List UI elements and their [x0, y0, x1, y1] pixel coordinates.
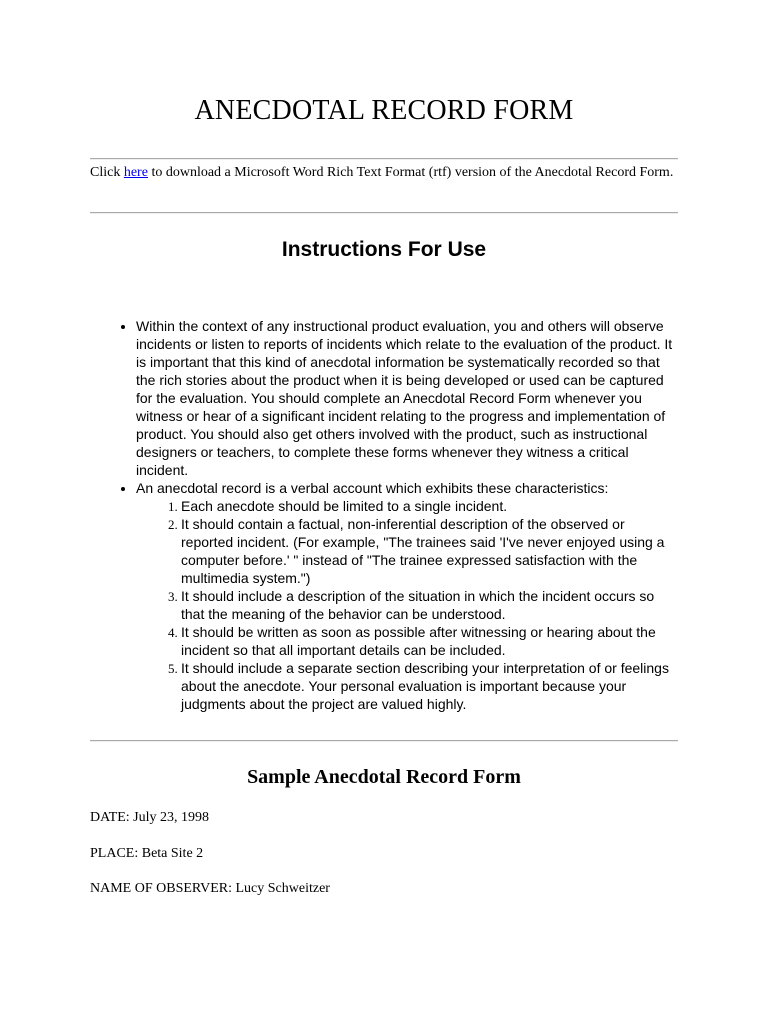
divider-middle: [90, 212, 678, 214]
download-note-suffix: to download a Microsoft Word Rich Text Format (rtf) version of the Anecdotal Record Form.: [147, 165, 674, 180]
bullet-text: An anecdotal record is a verbal account which exhibits these characteristics:: [136, 480, 609, 496]
sample-heading: Sample Anecdotal Record Form: [247, 766, 521, 788]
list-item: [136, 479, 678, 713]
observer-field: NAME OF OBSERVER: Lucy Schweitzer: [90, 881, 330, 896]
divider-top: [90, 158, 678, 160]
divider-bottom: [90, 740, 678, 742]
download-note-prefix: Click: [90, 165, 124, 180]
list-item: [136, 317, 678, 479]
list-item: 3. It should include a description of the situation in which the incident occurs so that the meaning of the behavior can be understood.: [181, 587, 678, 623]
download-link[interactable]: here: [123, 165, 148, 180]
list-item: 2. It should contain a factual, non-inferential description of the observed or reported incident. (For example, "The trainees said 'I've never enjoyed using a computer before.' " instead of "The trainee expressed satisfaction with the multimedia system."): [181, 515, 678, 587]
list-item: 1. Each anecdote should be limited to a single incident.: [181, 497, 678, 515]
download-note: [90, 163, 678, 182]
place-field: PLACE: Beta Site 2: [90, 846, 204, 861]
page-title: ANECDOTAL RECORD FORM: [194, 95, 574, 126]
instructions-heading: Instructions For Use: [281, 238, 487, 261]
instructions-list: [90, 317, 678, 713]
list-item: 4. It should be written as soon as possible after witnessing or hearing about the incident so that all important details can be included.: [181, 623, 678, 659]
characteristics-list: [136, 497, 678, 713]
list-item: 5. It should include a separate section describing your interpretation of or feelings about the anecdote. Your personal evaluation is important because your judgments about the project are valued highly.: [181, 659, 678, 713]
date-field: DATE: July 23, 1998: [90, 810, 209, 825]
bullet-text: Within the context of any instructional product evaluation, you and others will observe incidents or listen to reports of incidents which relate to the evaluation of the product. It is important that this kind of anecdotal information be systematically recorded so that the rich stories about the product when it is being developed or used can be captured for the evaluation. You should complete an Anecdotal Record Form whenever you witness or hear of a significant incident relating to the progress and implementation of product. You should also get others involved with the product, such as instructional designers or teachers, to complete these forms whenever they witness a critical incident.: [136, 318, 673, 478]
